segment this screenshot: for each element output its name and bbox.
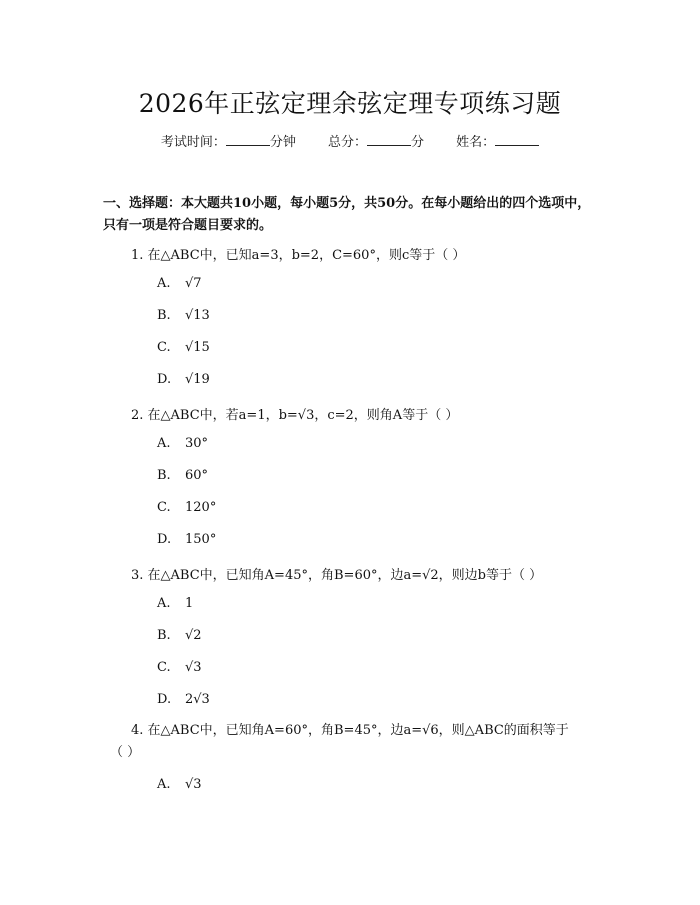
option-letter: A. — [157, 596, 171, 611]
option-2b — [157, 468, 208, 483]
option-1b — [157, 308, 210, 323]
option-1d — [157, 372, 210, 387]
exam-time-label: 考试时间： — [160, 135, 226, 150]
option-3b — [157, 628, 202, 643]
option-text: 60° — [185, 468, 209, 483]
option-1a — [157, 276, 202, 291]
option-3d — [157, 692, 210, 707]
total-score-field — [328, 131, 424, 150]
option-letter: C. — [157, 340, 171, 355]
option-1c — [157, 340, 210, 355]
name-blank[interactable] — [495, 133, 539, 146]
name-field — [456, 131, 539, 150]
option-letter: B. — [157, 468, 171, 483]
question-4 — [110, 720, 576, 764]
option-4a — [157, 777, 202, 792]
option-letter: D. — [157, 692, 172, 707]
option-letter: D. — [157, 372, 172, 387]
question-1 — [131, 244, 465, 263]
option-letter: B. — [157, 308, 171, 323]
total-score-label: 总分： — [327, 135, 367, 150]
section-heading: 一、选择题：本大题共10小题，每小题5分，共50分。在每小题给出的四个选项中，只有一项是符合题目要求的。 — [103, 196, 591, 233]
option-text: 2√3 — [185, 692, 210, 707]
option-2c — [157, 500, 216, 515]
option-text: 150° — [185, 532, 217, 547]
exam-time-unit: 分钟 — [269, 135, 296, 150]
question-text: 在△ABC中，若a=1，b=√3，c=2，则角A等于（ ） — [147, 408, 459, 423]
exam-time-field — [161, 131, 296, 150]
exam-info-line — [0, 131, 700, 150]
option-letter: A. — [157, 436, 171, 451]
option-text: √13 — [185, 308, 210, 323]
question-3 — [131, 564, 542, 583]
exam-time-blank[interactable] — [226, 133, 270, 146]
option-text: 120° — [185, 500, 217, 515]
question-text: 在△ABC中，已知a=3，b=2，C=60°，则c等于（ ） — [147, 248, 466, 263]
question-number: 1. — [131, 248, 144, 263]
option-text: √3 — [185, 777, 202, 792]
question-text: 在△ABC中，已知角A=45°，角B=60°，边a=√2，则边b等于（ ） — [147, 568, 543, 583]
option-letter: A. — [157, 276, 171, 291]
question-2 — [131, 404, 458, 423]
option-2d — [157, 532, 216, 547]
total-score-blank[interactable] — [367, 133, 411, 146]
option-letter: C. — [157, 500, 171, 515]
option-text: √15 — [185, 340, 210, 355]
question-text: 在△ABC中，已知角A=60°，角B=45°，边a=√6，则△ABC的面积等于（ ） — [110, 723, 569, 760]
option-letter: A. — [157, 777, 171, 792]
option-2a — [157, 436, 208, 451]
question-number: 3. — [131, 568, 144, 583]
option-text: √2 — [185, 628, 202, 643]
name-label: 姓名： — [456, 135, 496, 150]
option-3c — [157, 660, 202, 675]
option-text: 1 — [185, 596, 194, 611]
option-text: √7 — [185, 276, 202, 291]
option-text: √3 — [185, 660, 202, 675]
question-number: 4. — [131, 723, 144, 738]
option-3a — [157, 596, 193, 611]
option-letter: D. — [157, 532, 172, 547]
option-letter: C. — [157, 660, 171, 675]
option-letter: B. — [157, 628, 171, 643]
option-text: √19 — [185, 372, 210, 387]
page-title: 2026年正弦定理余弦定理专项练习题 — [138, 89, 562, 118]
option-text: 30° — [185, 436, 209, 451]
question-number: 2. — [131, 408, 144, 423]
total-score-unit: 分 — [411, 135, 425, 150]
